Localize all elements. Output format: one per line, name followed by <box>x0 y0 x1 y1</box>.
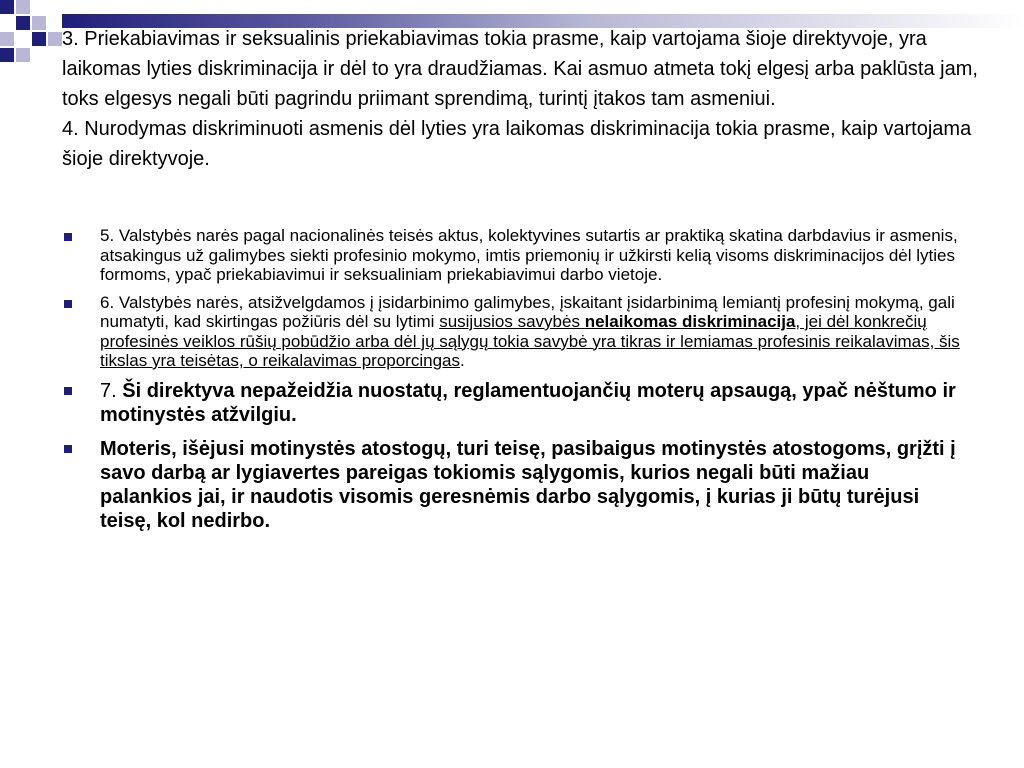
bullet-number-7: 7. <box>100 379 123 402</box>
square-bullet-icon <box>64 233 72 241</box>
square-bullet-icon <box>64 445 72 453</box>
bullet-text-8: Moteris, išėjusi motinystės atostogų, turi teisę, pasibaigus motinystės atostogoms, grįžti į savo darbą ar lygiavertes pareigas tokiomis sąlygomis, kurios negali būti mažiau palankios jai, ir naudotis visomis geresnėmis darbo sąlygomis, į kurias ji būtų turėjusi teisę, kol nedirbo. <box>100 437 956 532</box>
bullet-text-7: Ši direktyva nepažeidžia nuostatų, reglamentuojančių moterų apsaugą, ypač nėštumo ir motinystės atžvilgiu. <box>100 379 956 426</box>
intro-text <box>62 24 982 174</box>
bullet-text-6-part2: susijusios savybės <box>439 312 585 331</box>
decor-square <box>16 48 30 62</box>
bullet-text-6-part5: . <box>459 351 465 370</box>
square-bullet-icon <box>64 300 72 308</box>
bullet-list <box>62 226 962 543</box>
bullet-item-6 <box>62 293 962 371</box>
square-bullet-icon <box>64 387 72 395</box>
decor-square <box>0 48 14 62</box>
bullet-text-5: 5. Valstybės narės pagal nacionalinės teisės aktus, kolektyvines sutartis ar praktiką skatina darbdavius ir asmenis, atsakingus už galimybes siekti profesinio mokymo, imtis priemonių ir užkirsti kelią visoms diskriminacijos dėl lyties formoms, ypač priekabiavimui ir seksualiniam priekabiavimui darbo vietoje. <box>100 226 958 284</box>
bullet-item-8 <box>62 437 962 533</box>
bullet-item-7 <box>62 379 962 427</box>
bullet-text-6-part4: , jei dėl konkrečių profesinės veiklos rūšių pobūdžio arba dėl jų sąlygų tokia savybė yra tikras ir lemiamas profesinis reikalavimas, šis tikslas yra teisėtas, o reikalavimas proporcingas <box>100 312 960 370</box>
decor-square <box>32 16 46 30</box>
decor-square <box>0 32 14 46</box>
paragraph-3: 3. Priekabiavimas ir seksualinis priekabiavimas tokia prasme, kaip vartojama šioje direktyvoje, yra laikomas lyties diskriminacija ir dėl to yra draudžiamas. Kai asmuo atmeta tokį elgesį arba paklūsta jam, toks elgesys negali būti pagrindu priimant sprendimą, turintį įtakos tam asmeniui. <box>62 28 978 110</box>
decor-square <box>0 0 14 14</box>
bullet-text-6-emphasis: nelaikomas diskriminacija <box>584 312 796 331</box>
decor-square <box>32 32 46 46</box>
decor-square <box>16 0 30 14</box>
bullet-text-6-part1: 6. Valstybės narės, atsižvelgdamos į įsidarbinimo galimybes, įskaitant įsidarbinimą lemiantį profesinį mokymą, gali numatyti, kad skirtingas požiūris dėl su lytimi <box>100 292 955 331</box>
decor-square <box>48 32 62 46</box>
decor-square <box>16 16 30 30</box>
paragraph-4: 4. Nurodymas diskriminuoti asmenis dėl lyties yra laikomas diskriminacija tokia prasme, kaip vartojama šioje direktyvoje. <box>62 118 972 170</box>
bullet-item-5 <box>62 226 962 285</box>
